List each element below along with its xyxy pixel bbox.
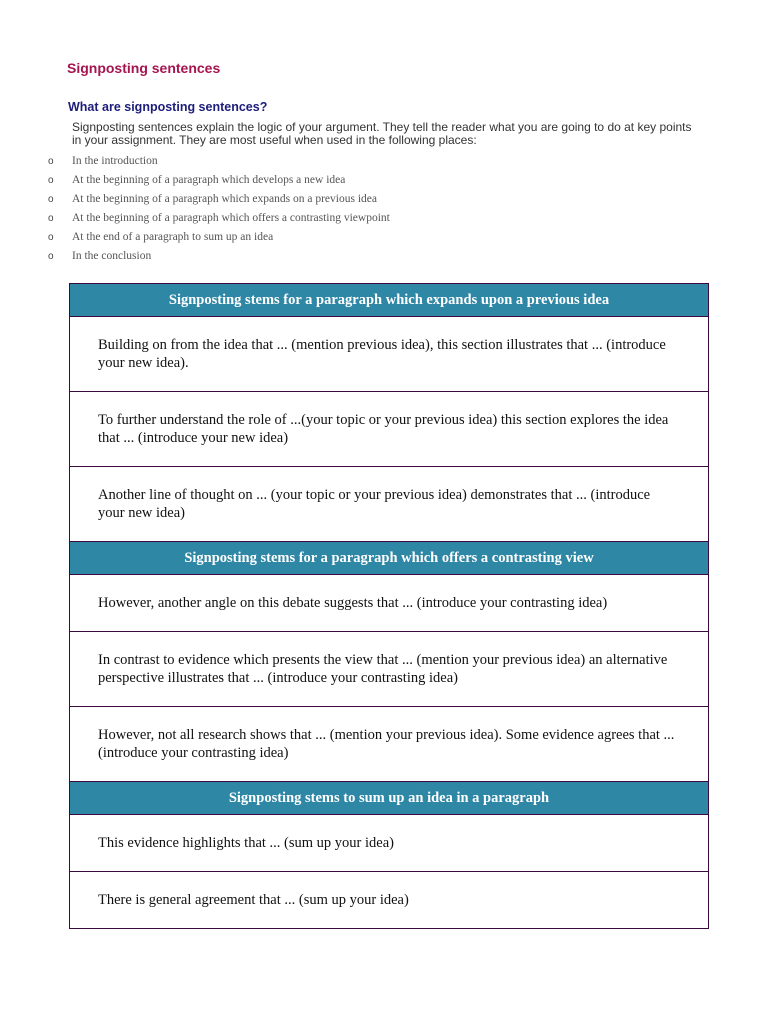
table-row: [70, 392, 709, 467]
list-item-text: At the beginning of a paragraph which offers a contrasting viewpoint: [72, 212, 390, 224]
stem-cell: However, another angle on this debate suggests that ... (introduce your contrasting idea): [70, 575, 709, 632]
bullet-marker: o: [48, 175, 54, 186]
bullet-marker: o: [48, 194, 54, 205]
stem-cell: Another line of thought on ... (your topic or your previous idea) demonstrates that ... (introduce your new idea): [70, 467, 709, 542]
bullet-marker: o: [48, 156, 54, 167]
table-header-row: [70, 284, 709, 317]
bullet-marker: o: [48, 213, 54, 224]
list-item-text: In the conclusion: [72, 250, 152, 262]
list-item-text: In the introduction: [72, 155, 158, 167]
stem-cell: To further understand the role of ...(your topic or your previous idea) this section explores the idea that ... (introduce your new idea): [70, 392, 709, 467]
page-title: Signposting sentences: [67, 60, 221, 76]
section-heading-expands: Signposting stems for a paragraph which expands upon a previous idea: [70, 284, 709, 317]
stem-cell: Building on from the idea that ... (mention previous idea), this section illustrates that ... (introduce your new idea).: [70, 317, 709, 392]
signposting-stems-table: [69, 283, 709, 929]
table-row: [70, 872, 709, 929]
section-subtitle: What are signposting sentences?: [68, 100, 268, 114]
bullet-marker: o: [48, 232, 54, 243]
table-row: [70, 467, 709, 542]
list-item-text: At the beginning of a paragraph which develops a new idea: [72, 174, 346, 186]
table-row: [70, 632, 709, 707]
bullet-marker: o: [48, 251, 54, 262]
table-row: [70, 317, 709, 392]
stem-cell: However, not all research shows that ... (mention your previous idea). Some evidence agrees that ... (introduce your contrasting idea): [70, 707, 709, 782]
section-heading-sum-up: Signposting stems to sum up an idea in a paragraph: [70, 782, 709, 815]
stem-cell: This evidence highlights that ... (sum up your idea): [70, 815, 709, 872]
table-row: [70, 575, 709, 632]
table-header-row: [70, 542, 709, 575]
stem-cell: In contrast to evidence which presents the view that ... (mention your previous idea) an alternative perspective illustrates that ... (introduce your contrasting idea): [70, 632, 709, 707]
table-row: [70, 707, 709, 782]
intro-paragraph: Signposting sentences explain the logic of your argument. They tell the reader what you are going to do at key points in your assignment. They are most useful when used in the following places:: [72, 120, 692, 147]
section-heading-contrasting: Signposting stems for a paragraph which offers a contrasting view: [70, 542, 709, 575]
table-header-row: [70, 782, 709, 815]
list-item-text: At the end of a paragraph to sum up an idea: [72, 231, 274, 243]
table-row: [70, 815, 709, 872]
stem-cell: There is general agreement that ... (sum up your idea): [70, 872, 709, 929]
list-item-text: At the beginning of a paragraph which expands on a previous idea: [72, 193, 377, 205]
